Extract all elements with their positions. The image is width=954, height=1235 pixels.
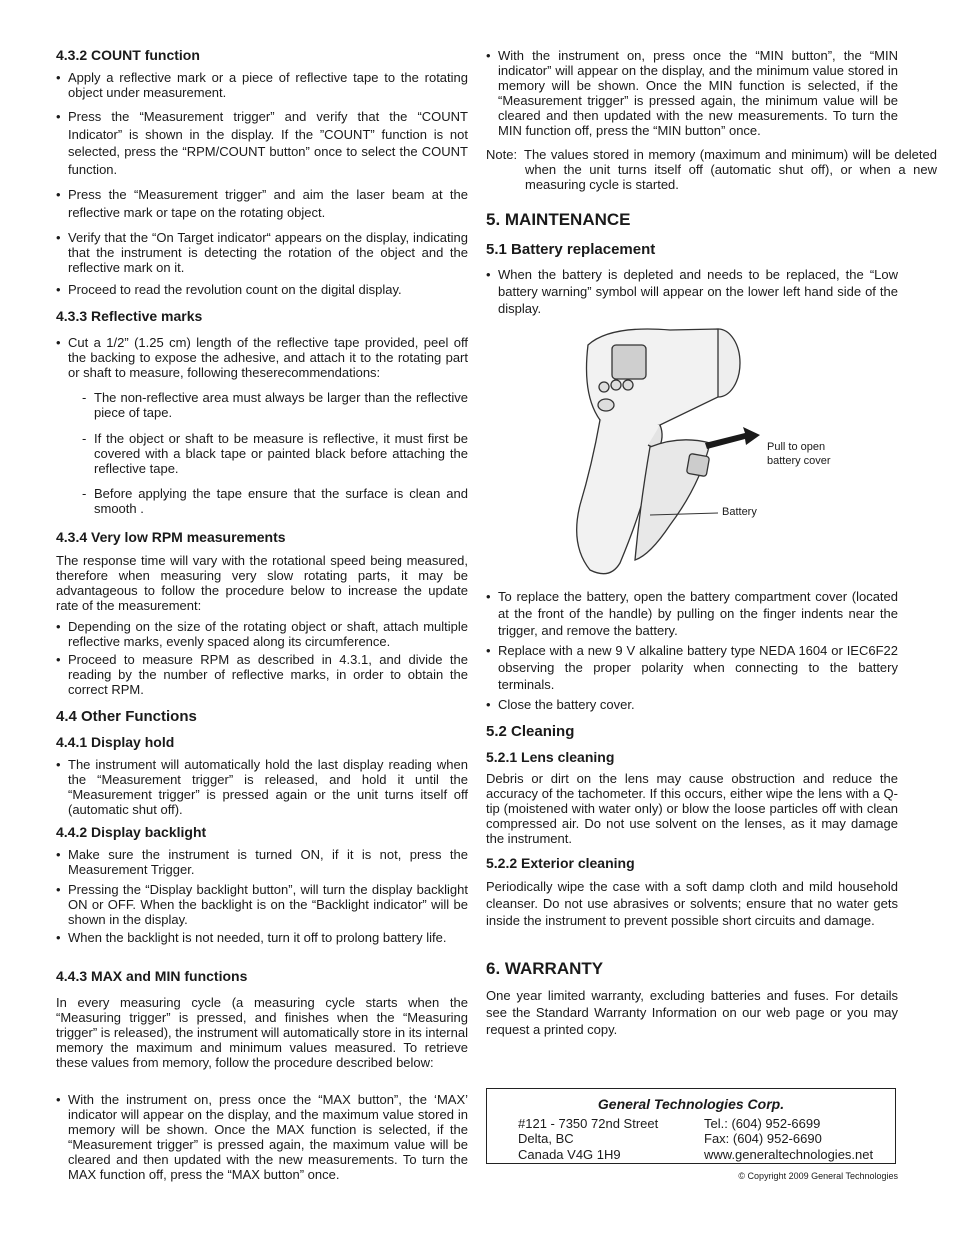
copyright-notice: © Copyright 2009 General Technologies (738, 1171, 898, 1181)
button-3 (623, 380, 633, 390)
low-rpm-bullet-2: • Proceed to measure RPM as described in 4.3.1, and divide the reading by the number of reflective marks, in order to obtain the correct RPM. (56, 652, 468, 697)
note-label: Note: (486, 147, 518, 162)
address-line-3: Canada V4G 1H9 (518, 1147, 621, 1162)
button-2 (611, 380, 621, 390)
heading-max-min: 4.4.3 MAX and MIN functions (56, 968, 248, 984)
heading-warranty: 6. WARRANTY (486, 959, 604, 978)
low-rpm-bullet-1: • Depending on the size of the rotating object or shaft, attach multiple reflective marks, evenly spaced along its circumference. (56, 619, 468, 649)
low-rpm-paragraph: The response time will vary with the rotational speed being measured, therefore when measuring very slow rotating parts, it may be advantageous to follow the procedure below to increase the update rate of the measurement: (56, 553, 468, 613)
count-bullet-4: • Verify that the “On Target indicator“ appears on the display, indicating that the instrument is detecting the rotation of the object and the reflective mark on it. (56, 230, 468, 275)
heading-battery-replacement: 5.1 Battery replacement (486, 241, 656, 258)
battery-bullet-4: • Close the battery cover. (486, 697, 635, 712)
note-text: The values stored in memory (maximum and minimum) will be deleted when the unit turns itself off (automatic shut off), or when a new measuring cycle is started. (524, 147, 937, 192)
min-bullet-1: • With the instrument on, press once the “MIN button”, the “MIN indicator” will appear on the display, and the minimum value stored in memory will be shown. Once the MIN function is selected, if the “Measurement trigger” is pressed again, the minimum value will be cleared and then updated with the new measurements. To turn the MIN function off, press the “MIN button” once. (486, 48, 898, 138)
body-head (587, 329, 719, 429)
heading-low-rpm: 4.3.4 Very low RPM measurements (56, 529, 286, 545)
count-bullet-1: • Apply a reflective mark or a piece of reflective tape to the rotating object under measurement. (56, 70, 468, 100)
battery-bullet-3: • Replace with a new 9 V alkaline battery type NEDA 1604 or IEC6F22 observing the proper polarity when connecting to the battery terminals. (486, 642, 898, 693)
count-bullet-5: • Proceed to read the revolution count on the digital display. (56, 282, 402, 297)
exterior-paragraph: Periodically wipe the case with a soft damp cloth and mild household cleanser. Do not use abrasives or solvents; ensure that no water gets inside the instrument to prevent possible short circuits and damage. (486, 879, 898, 928)
battery-label: Battery (722, 506, 757, 518)
marks-dash-2: - If the object or shaft to be measure is reflective, it must first be covered with a black tape or painted black before attaching the reflective tape. (56, 431, 468, 476)
hold-bullet-1: • The instrument will automatically hold the last display reading when the “Measurement trigger” is released, and hold it until the “Measurement trigger” is pressed again or the unit turns itself off (automatic shut off). (56, 757, 468, 817)
fax: Fax: (604) 952-6690 (704, 1131, 822, 1146)
warranty-paragraph: One year limited warranty, excluding batteries and fuses. For details see the Standard Warranty Information on our web page or you may request a printed copy. (486, 988, 898, 1037)
heading-display-hold: 4.4.1 Display hold (56, 734, 175, 750)
display-window (612, 345, 646, 379)
pull-label: Pull to open battery cover (767, 441, 831, 467)
memory-note (486, 147, 937, 192)
pull-arrow-icon (705, 427, 760, 449)
heading-display-backlight: 4.4.2 Display backlight (56, 824, 207, 840)
marks-dash-3: - Before applying the tape ensure that the surface is clean and smooth . (56, 486, 468, 516)
button-4 (598, 399, 614, 411)
heading-exterior-cleaning: 5.2.2 Exterior cleaning (486, 855, 635, 871)
lens-paragraph: Debris or dirt on the lens may cause obstruction and reduce the accuracy of the tachometer. If this occurs, either wipe the lens with a Q-tip (moistened with water only) or blow the loose particles off with clean compressed air. Do not use solvent on the lenses, as it may damage the instrument. (486, 771, 898, 846)
heading-lens-cleaning: 5.2.1 Lens cleaning (486, 749, 615, 765)
backlight-bullet-1: • Make sure the instrument is turned ON, if it is not, press the Measurement Trigger. (56, 847, 468, 877)
count-bullet-2: • Press the “Measurement trigger” and verify that the “COUNT Indicator” is shown in the display. If the ”COUNT” function is not selected, press the “RPM/COUNT button” once to select the COUNT function. (56, 108, 468, 178)
max-bullet-1: • With the instrument on, press once the “MAX button”, the ‘MAX’ indicator will appear on the display, and the maximum value stored in memory will be shown. Once the MAX function is selected, if the “Measurement trigger” is pressed again, the maximum value will be cleared and then updated with the new measurements. To turn the MAX function off, press the “MAX button” once. (56, 1092, 468, 1182)
heading-maintenance: 5. MAINTENANCE (486, 210, 631, 229)
max-min-paragraph: In every measuring cycle (a measuring cycle starts when the “Measuring trigger” is pressed, and finishes when the “Measuring trigger” is released), the instrument will automatically store in its internal memory the maximum and minimum values measured. To retrieve these values from memory, follow the procedure described below: (56, 995, 468, 1070)
finger-indents (686, 453, 709, 476)
contact-box (486, 1088, 896, 1164)
address-line-2: Delta, BC (518, 1131, 574, 1146)
heading-count-function: 4.3.2 COUNT function (56, 47, 200, 63)
heading-reflective-marks: 4.3.3 Reflective marks (56, 308, 203, 324)
tachometer-battery-illustration (540, 325, 860, 585)
telephone: Tel.: (604) 952-6699 (704, 1116, 821, 1131)
address-line-1: #121 - 7350 72nd Street (518, 1116, 659, 1131)
marks-dash-1: - The non-reflective area must always be larger than the reflective piece of tape. (56, 390, 468, 420)
company-name: General Technologies Corp. (597, 1096, 785, 1112)
backlight-bullet-2: • Pressing the “Display backlight button”, will turn the display backlight ON or OFF. When the backlight is on the “Backlight indicator” will be shown in the display. (56, 882, 468, 927)
heading-other-functions: 4.4 Other Functions (56, 708, 197, 725)
website-link[interactable]: www.generaltechnologies.net (704, 1147, 874, 1162)
battery-bullet-2: • To replace the battery, open the battery compartment cover (located at the front of the handle) by pulling on the finger indents near the trigger, and remove the battery. (486, 588, 898, 639)
backlight-bullet-3: • When the backlight is not needed, turn it off to prolong battery life. (56, 930, 446, 945)
heading-cleaning: 5.2 Cleaning (486, 723, 575, 740)
battery-bullet-1: • When the battery is depleted and needs to be replaced, the “Low battery warning” symbol will appear on the lower left hand side of the display. (486, 266, 898, 317)
button-1 (599, 382, 609, 392)
count-bullet-3: • Press the “Measurement trigger” and aim the laser beam at the reflective mark or tape on the rotating object. (56, 186, 468, 221)
marks-bullet-1: • Cut a 1/2” (1.25 cm) length of the reflective tape provided, peel off the backing to expose the adhesive, and attach it to the rotating part or shaft to measure, following theserecommendations: (56, 335, 468, 380)
